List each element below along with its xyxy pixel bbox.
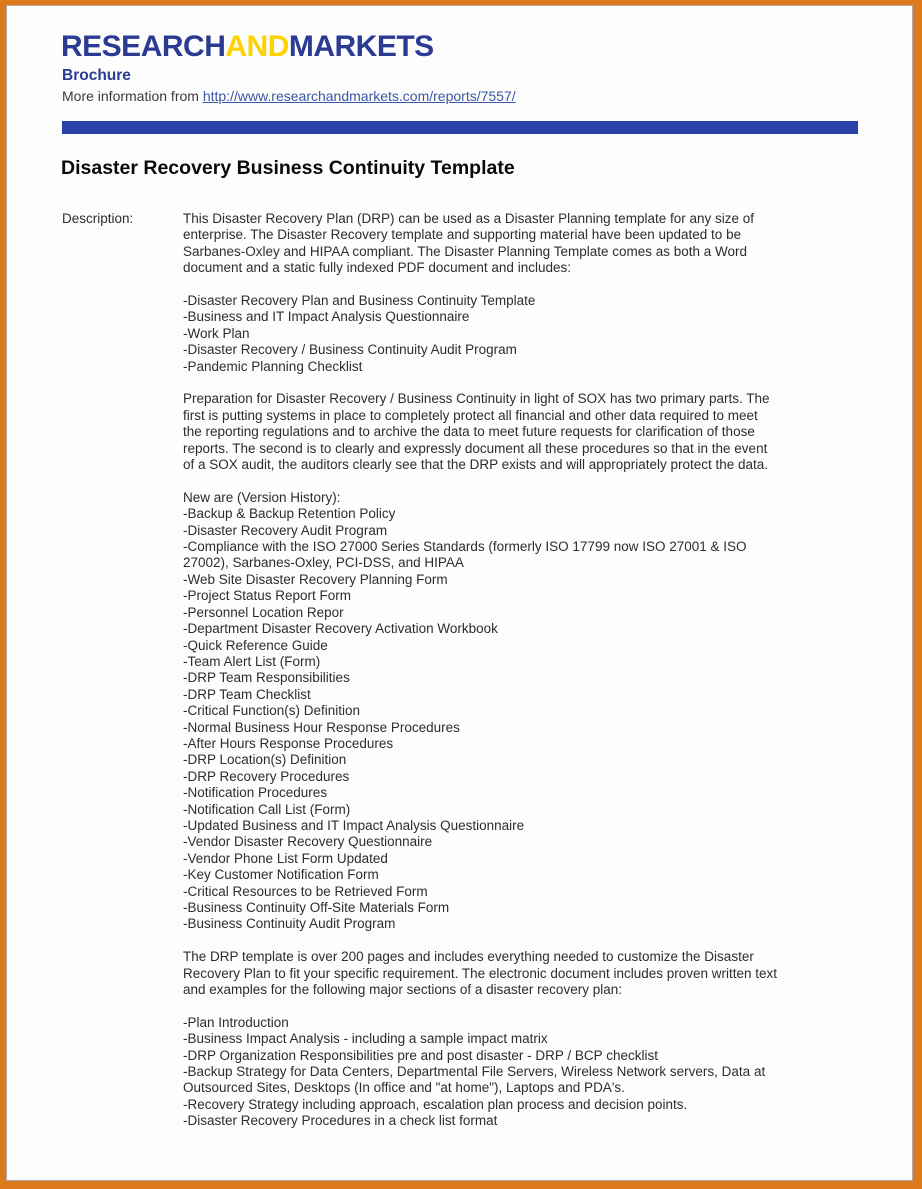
description-line: The DRP template is over 200 pages and includes everything needed to customize the Disaster [183,949,754,965]
description-line: -DRP Organization Responsibilities pre and post disaster - DRP / BCP checklist [183,1047,658,1063]
description-label: Description: [62,211,134,226]
researchandmarkets-logo [61,30,434,64]
more-info-prefix: More information from [62,88,203,104]
description-block [183,1015,862,1130]
description-line: -Notification Call List (Form) [183,801,351,817]
description-line: -Work Plan [183,325,250,341]
description-line: -Critical Function(s) Definition [183,703,361,719]
description-line: Preparation for Disaster Recovery / Business Continuity in light of SOX has two primary parts. The [183,391,770,407]
description-line: -Business Impact Analysis - including a sample impact matrix [183,1031,548,1047]
description-line: -Business Continuity Audit Program [183,916,396,932]
description-line: -Web Site Disaster Recovery Planning Form [183,571,448,587]
description-line: -DRP Team Responsibilities [183,670,350,686]
header-divider-bar [62,121,858,134]
description-block [183,949,862,998]
logo-part-markets: MARKETS [288,30,434,63]
description-line: -After Hours Response Procedures [183,735,394,751]
description-body [183,211,862,1130]
description-line: and examples for the following major sections of a disaster recovery plan: [183,982,622,998]
description-line: enterprise. The Disaster Recovery template and supporting material have been updated to be [183,227,742,243]
page-title: Disaster Recovery Business Continuity Template [61,157,515,179]
description-line: -Disaster Recovery Procedures in a check list format [183,1113,498,1129]
logo-part-and: AND [225,30,289,63]
description-block [183,391,862,473]
doc-type-label: Brochure [62,67,131,84]
description-line: -Compliance with the ISO 27000 Series Standards (formerly ISO 17799 now ISO 27001 & ISO [183,539,747,555]
description-line: -Project Status Report Form [183,588,352,604]
description-line: -DRP Location(s) Definition [183,752,347,768]
description-line: -Normal Business Hour Response Procedures [183,719,460,735]
description-line: -Key Customer Notification Form [183,867,379,883]
description-block [183,211,862,277]
description-line: -Team Alert List (Form) [183,653,321,669]
description-line: -Quick Reference Guide [183,637,328,653]
description-line: -Updated Business and IT Impact Analysis Questionnaire [183,817,525,833]
description-line: New are (Version History): [183,489,341,505]
description-line: document and a static fully indexed PDF document and includes: [183,260,571,276]
description-line: -Backup & Backup Retention Policy [183,506,396,522]
description-section [62,211,862,1130]
description-line: -Department Disaster Recovery Activation Workbook [183,621,498,637]
description-line: -Vendor Disaster Recovery Questionnaire [183,834,433,850]
report-url-link[interactable]: http://www.researchandmarkets.com/reports/7557/ [202,88,516,104]
description-line: -Critical Resources to be Retrieved Form [183,883,428,899]
description-line: reports. The second is to clearly and expressly document all these procedures so that in the event [183,440,768,456]
description-line: the reporting regulations and to archive the data to meet future requests for clarification of those [183,424,755,440]
description-line: 27002), Sarbanes-Oxley, PCI-DSS, and HIPAA [183,555,464,571]
description-line: -Backup Strategy for Data Centers, Departmental File Servers, Wireless Network servers, Data at [183,1064,766,1080]
description-line: Sarbanes-Oxley and HIPAA compliant. The Disaster Planning Template comes as both a Word [183,243,748,259]
description-line: -Recovery Strategy including approach, escalation plan process and decision points. [183,1096,688,1112]
description-line: -Disaster Recovery / Business Continuity Audit Program [183,342,517,358]
description-line: first is putting systems in place to completely protect all financial and other data required to meet [183,407,758,423]
description-line: -Vendor Phone List Form Updated [183,850,388,866]
description-line: -DRP Team Checklist [183,686,311,702]
description-line: -Business and IT Impact Analysis Questionnaire [183,309,470,325]
description-line: of a SOX audit, the auditors clearly see that the DRP exists and will appropriately protect the data. [183,457,769,473]
description-line: -Disaster Recovery Audit Program [183,522,388,538]
description-line: Recovery Plan to fit your specific requirement. The electronic document includes proven written text [183,965,778,981]
more-info-line [62,88,516,104]
description-line: -Disaster Recovery Plan and Business Continuity Template [183,293,536,309]
description-line: -Notification Procedures [183,785,328,801]
description-line: -Business Continuity Off-Site Materials Form [183,900,450,916]
description-line: -Personnel Location Repor [183,604,344,620]
description-line: -Plan Introduction [183,1014,289,1030]
description-line: This Disaster Recovery Plan (DRP) can be used as a Disaster Planning template for any size of [183,211,755,226]
description-line: -DRP Recovery Procedures [183,768,350,784]
description-block [183,293,862,375]
description-line: Outsourced Sites, Desktops (In office and "at home"), Laptops and PDA's. [183,1080,625,1096]
description-block [183,490,862,933]
description-line: -Pandemic Planning Checklist [183,358,363,374]
logo-part-research: RESEARCH [61,30,226,63]
